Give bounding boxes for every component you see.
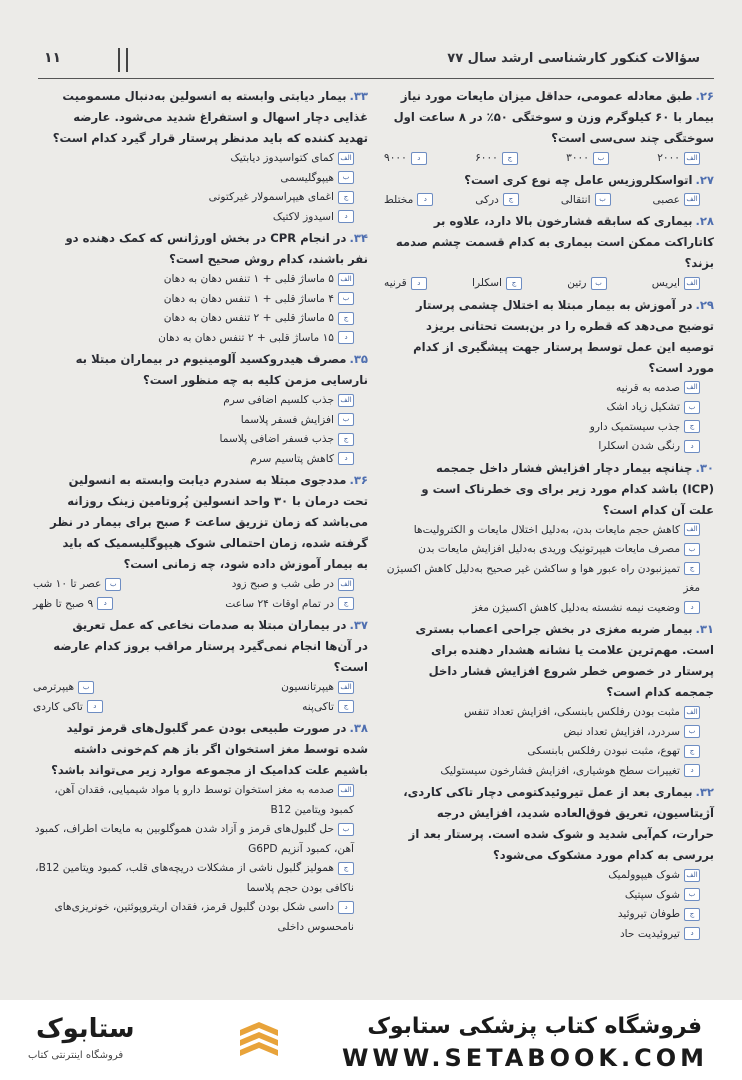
options-row bbox=[384, 149, 700, 169]
answer-option[interactable] bbox=[384, 599, 700, 619]
answer-option[interactable] bbox=[33, 411, 354, 431]
question-line bbox=[33, 128, 368, 149]
options-row bbox=[384, 191, 700, 211]
question-text: مددجوی مبتلا به سندرم دیابت وابسته به انسولین bbox=[68, 473, 347, 487]
option-marker: ج bbox=[338, 312, 354, 325]
option-marker: الف bbox=[684, 277, 700, 290]
option-marker: ج bbox=[684, 908, 700, 921]
answer-option[interactable] bbox=[657, 149, 700, 169]
question-number: ۳۳. bbox=[349, 89, 368, 103]
answer-option[interactable] bbox=[384, 437, 700, 457]
answer-option[interactable] bbox=[384, 418, 700, 438]
question-line bbox=[384, 845, 714, 866]
option-text: ایریس bbox=[651, 277, 680, 289]
question-line bbox=[33, 739, 368, 760]
option-text: در تمام اوقات ۲۴ ساعت bbox=[225, 597, 334, 610]
question-line bbox=[384, 500, 714, 521]
question-text: می‌باشد که زمان تزریق ساعت ۶ صبح برای بیمار در نظر bbox=[50, 515, 368, 529]
option-marker: ج bbox=[338, 597, 354, 610]
question-text: در بیماران مبتلا به صدمات نخاعی که عمل تعریق bbox=[72, 618, 347, 632]
question-line bbox=[33, 657, 368, 678]
question-text: طبق معادله عمومی، حداقل میزان مایعات مورد نیاز bbox=[400, 89, 693, 103]
option-text: شوک هیپوولمیک bbox=[608, 869, 680, 881]
question-text: مورد است؟ bbox=[648, 360, 714, 375]
left-column bbox=[33, 86, 368, 938]
answer-option[interactable] bbox=[384, 723, 700, 743]
question-line bbox=[33, 760, 368, 781]
option-text: افزایش فسفر پلاسما bbox=[240, 413, 334, 426]
question-text: به بیمار آموزش داده شود، چه زمانی است؟ bbox=[123, 557, 368, 571]
options-list bbox=[384, 379, 714, 457]
question-line bbox=[33, 86, 368, 107]
option-marker: د bbox=[684, 927, 700, 940]
question-block bbox=[384, 170, 714, 211]
question-block bbox=[33, 349, 368, 469]
answer-option[interactable] bbox=[384, 925, 700, 945]
option-text: ۹ صبح تا ظهر bbox=[33, 597, 94, 610]
question-block bbox=[384, 619, 714, 781]
answer-option[interactable] bbox=[384, 521, 700, 541]
answer-option[interactable] bbox=[33, 290, 354, 310]
answer-option[interactable] bbox=[33, 329, 354, 349]
option-text: مختلط bbox=[384, 193, 414, 206]
answer-option[interactable] bbox=[33, 859, 354, 898]
question-number: ۳۷. bbox=[349, 618, 368, 632]
option-text: کاهش پتاسیم سرم bbox=[250, 452, 334, 465]
question-block bbox=[33, 86, 368, 227]
option-text: رنگی شدن اسکلرا bbox=[598, 440, 680, 452]
option-marker: د bbox=[411, 277, 427, 290]
answer-option[interactable] bbox=[652, 191, 700, 211]
question-line bbox=[33, 491, 368, 512]
option-marker: ب bbox=[595, 193, 611, 206]
answer-option[interactable] bbox=[33, 820, 354, 859]
answer-option[interactable] bbox=[475, 149, 518, 169]
option-text: مصرف مایعات هیپرتونیک وریدی به‌دلیل افزایش مایعات بدن bbox=[418, 543, 680, 555]
question-line bbox=[384, 232, 714, 253]
question-text: توضیح می‌دهد که قطره را در بن‌بست تحتانی بریزد bbox=[426, 318, 714, 333]
options-list bbox=[384, 191, 714, 211]
question-number: ۳۲. bbox=[695, 785, 714, 799]
question-text: نارسایی مزمن کلیه به چه منظور است؟ bbox=[143, 373, 368, 387]
options-row bbox=[33, 575, 354, 595]
answer-option[interactable] bbox=[33, 270, 354, 290]
option-marker: ج bbox=[684, 745, 700, 758]
option-text: حل گلبول‌های قرمز و آزاد شدن هموگلوبین به مایعات اطراف، کمبود آهن، کمبود آنزیم G6PD bbox=[34, 823, 354, 855]
options-row bbox=[384, 274, 700, 294]
option-text: قرنیه bbox=[384, 277, 407, 289]
question-text: در آموزش به بیمار مبتلا به اختلال چشمی پرستار bbox=[416, 297, 693, 312]
options-list bbox=[33, 149, 368, 227]
option-text: صدمه به قرنیه bbox=[615, 381, 680, 394]
answer-option[interactable] bbox=[33, 898, 354, 937]
option-marker: الف bbox=[684, 152, 700, 165]
options-list bbox=[384, 521, 714, 619]
option-marker: الف bbox=[338, 152, 354, 165]
header-rule bbox=[38, 78, 714, 79]
option-text: جذب سیستمیک دارو bbox=[589, 420, 680, 433]
option-marker: د bbox=[417, 193, 433, 206]
question-number: ۲۶. bbox=[695, 89, 714, 103]
answer-option[interactable] bbox=[33, 595, 113, 615]
question-text: بیماری بعد از عمل تیروئیدکتومی دچار تاکی کاردی، bbox=[403, 785, 693, 799]
option-text: عصر تا ۱۰ شب bbox=[33, 578, 102, 590]
answer-option[interactable] bbox=[281, 678, 354, 698]
option-marker: د bbox=[87, 700, 103, 713]
answer-option[interactable] bbox=[33, 698, 103, 718]
options-list bbox=[33, 781, 368, 937]
option-text: جذب کلسیم اضافی سرم bbox=[223, 394, 334, 406]
question-text: باشیم علت کدامیک از مجموعه موارد زیر می‌تواند باشد؟ bbox=[51, 763, 368, 777]
question-line bbox=[33, 107, 368, 128]
question-line bbox=[384, 479, 714, 500]
option-marker: د bbox=[338, 210, 354, 223]
question-line bbox=[384, 458, 714, 479]
option-text: کاهش حجم مایعات بدن، به‌دلیل اختلال مایعات و الکترولیت‌ها bbox=[413, 523, 680, 536]
option-marker: د bbox=[684, 601, 700, 614]
question-block bbox=[384, 782, 714, 944]
option-text: در طی شب و صبح زود bbox=[231, 578, 334, 590]
question-line bbox=[384, 803, 714, 824]
question-line bbox=[384, 211, 714, 232]
option-text: شوک سپتیک bbox=[624, 888, 680, 901]
answer-option[interactable] bbox=[384, 905, 700, 925]
question-text: تهدید کننده که باید مدنظر پرستار قرار گیرد کدام است؟ bbox=[52, 131, 368, 145]
answer-option[interactable] bbox=[384, 540, 700, 560]
answer-option[interactable] bbox=[384, 703, 700, 723]
question-text: سوختگی چند سی‌سی است؟ bbox=[551, 131, 714, 145]
question-line bbox=[384, 661, 714, 682]
option-text: ۲۰۰۰ bbox=[657, 152, 680, 164]
option-marker: د bbox=[411, 152, 427, 165]
question-line bbox=[384, 824, 714, 845]
option-marker: ب bbox=[593, 152, 609, 165]
question-text: بیمار ضربه مغزی در بخش جراحی اعصاب بستری bbox=[415, 622, 693, 636]
answer-option[interactable] bbox=[384, 762, 700, 782]
answer-option[interactable] bbox=[33, 450, 354, 470]
question-text: در آن‌ها انجام نمی‌گیرد پرستار مراقب بروز کدام عارضه bbox=[53, 639, 368, 653]
option-marker: الف bbox=[338, 784, 354, 797]
options-list bbox=[33, 270, 368, 348]
question-text: بیمار دیابتی وابسته به انسولین به‌دنبال مسمومیت bbox=[62, 89, 347, 103]
question-text: کاتاراکت ممکن است بیماری به کدام قسمت چشم صدمه bbox=[395, 235, 714, 249]
option-marker: ج bbox=[502, 152, 518, 165]
options-row bbox=[33, 678, 354, 698]
option-text: تاکی‌پنه bbox=[302, 700, 334, 713]
option-text: هیپرتانسیون bbox=[281, 681, 334, 693]
option-marker: ب bbox=[338, 171, 354, 184]
answer-option[interactable] bbox=[561, 191, 611, 211]
answer-option[interactable] bbox=[302, 698, 354, 718]
logo-tagline: فروشگاه اینترنتی کتاب bbox=[28, 1050, 124, 1061]
question-text: (ICP) باشد کدام مورد زیر برای وی خطرناک است و bbox=[421, 481, 714, 496]
options-list bbox=[33, 391, 368, 469]
option-marker: ب bbox=[78, 681, 94, 694]
option-text: مثبت بودن رفلکس بابنسکی، افزایش تعداد تنفس bbox=[463, 706, 680, 718]
option-marker: ب bbox=[684, 401, 700, 414]
store-name: فروشگاه کتاب پزشکی ستابوک bbox=[367, 1014, 702, 1039]
question-line bbox=[384, 128, 714, 149]
question-block bbox=[384, 86, 714, 169]
question-text: جمجمه کدام است؟ bbox=[606, 685, 714, 699]
option-marker: الف bbox=[684, 706, 700, 719]
answer-option[interactable] bbox=[384, 149, 427, 169]
question-text: تحت درمان با ۳۰ واحد انسولین پُروتامین زینک روزانه bbox=[67, 494, 368, 508]
option-text: طوفان تیروئید bbox=[617, 908, 680, 920]
question-line bbox=[384, 316, 714, 337]
options-list bbox=[33, 575, 368, 614]
options-list bbox=[384, 703, 714, 781]
question-text: شده توسط مغز استخوان اگر باز هم کم‌خونی داشته bbox=[73, 742, 368, 756]
option-marker: الف bbox=[338, 578, 354, 591]
option-marker: د bbox=[684, 764, 700, 777]
option-text: ۵ ماساژ قلبی + ۲ تنفس دهان به دهان bbox=[163, 312, 334, 324]
question-text: است. مهم‌ترین علامت یا نشانه هشدار دهنده برای bbox=[431, 643, 714, 657]
answer-option[interactable] bbox=[384, 398, 700, 418]
option-marker: ب bbox=[591, 277, 607, 290]
option-marker: ب bbox=[684, 888, 700, 901]
option-text: سردرد، افزایش تعداد نبض bbox=[563, 725, 680, 738]
option-marker: ج bbox=[338, 700, 354, 713]
option-marker: د bbox=[97, 597, 113, 610]
question-number: ۲۸. bbox=[695, 214, 714, 228]
question-line bbox=[384, 682, 714, 703]
answer-option[interactable] bbox=[225, 595, 354, 615]
question-line bbox=[384, 619, 714, 640]
option-text: تغییرات سطح هوشیاری، افزایش فشارخون سیستولیک bbox=[440, 764, 680, 777]
page-title: سؤالات کنکور کارشناسی ارشد سال ۷۷ bbox=[447, 51, 700, 66]
answer-option[interactable] bbox=[384, 191, 433, 211]
option-text: وضعیت نیمه نشسته به‌دلیل کاهش اکسیژن مغز bbox=[472, 601, 680, 614]
answer-option[interactable] bbox=[33, 781, 354, 820]
answer-option[interactable] bbox=[384, 379, 700, 399]
option-text: ۳۰۰۰ bbox=[566, 152, 589, 164]
option-text: اسیدوز لاکتیک bbox=[272, 210, 334, 223]
question-line bbox=[33, 718, 368, 739]
option-text: تمیزنبودن راه عبور هوا و ساکشن غیر صحیح به‌دلیل کاهش اکسیژن مغز bbox=[386, 562, 700, 594]
question-number: ۳۴. bbox=[349, 231, 368, 245]
question-number: ۳۶. bbox=[349, 473, 368, 487]
option-text: انتقالی bbox=[560, 193, 591, 206]
answer-option[interactable] bbox=[384, 866, 700, 886]
question-text: بیمار با ۶۰ کیلوگرم وزن و سوختگی ۵۰٪ در ۸ ساعت اول bbox=[393, 110, 714, 124]
answer-option[interactable] bbox=[33, 149, 354, 169]
question-number: ۲۹. bbox=[695, 297, 714, 312]
answer-option[interactable] bbox=[384, 560, 700, 599]
answer-option[interactable] bbox=[33, 309, 354, 329]
question-line bbox=[384, 295, 714, 316]
store-banner bbox=[0, 1000, 742, 1080]
answer-option[interactable] bbox=[33, 391, 354, 411]
right-column bbox=[384, 86, 714, 945]
question-block bbox=[33, 615, 368, 717]
answer-option[interactable] bbox=[33, 169, 354, 189]
answer-option[interactable] bbox=[33, 678, 94, 698]
question-text: توصیه این عمل توسط پرستار جهت پیشگیری از کدام bbox=[413, 339, 714, 354]
question-line bbox=[33, 512, 368, 533]
question-text: در انجام CPR در بخش اورژانس که کمک دهنده دو bbox=[65, 231, 347, 245]
option-text: ۴ ماساژ قلبی + ۱ تنفس دهان به دهان bbox=[163, 292, 334, 305]
question-text: آژیتاسیون، تعریق فوق‌العاده شدید، افزایش درجه bbox=[436, 806, 714, 820]
option-marker: الف bbox=[338, 681, 354, 694]
option-marker: ب bbox=[338, 292, 354, 305]
answer-option[interactable] bbox=[33, 188, 354, 208]
option-text: تاکی کاردی bbox=[33, 700, 83, 713]
option-marker: د bbox=[338, 901, 354, 914]
option-marker: د bbox=[338, 331, 354, 344]
option-marker: ج bbox=[338, 191, 354, 204]
question-number: ۳۸. bbox=[349, 721, 368, 735]
question-line bbox=[384, 170, 714, 191]
option-marker: ب bbox=[338, 823, 354, 836]
options-list bbox=[384, 274, 714, 294]
option-text: درکی bbox=[475, 193, 499, 206]
question-text: بزند؟ bbox=[684, 256, 714, 270]
question-text: پرستار در خصوص خطر شروع افزایش فشار داخل bbox=[428, 664, 714, 678]
answer-option[interactable] bbox=[652, 274, 700, 294]
option-marker: ب bbox=[105, 578, 121, 591]
answer-option[interactable] bbox=[384, 742, 700, 762]
option-marker: ب bbox=[684, 543, 700, 556]
option-text: تشکیل زیاد اشک bbox=[606, 401, 680, 413]
question-text: بررسی به کدام مورد مشکوک می‌شود؟ bbox=[492, 848, 714, 862]
question-line bbox=[33, 370, 368, 391]
question-line bbox=[33, 554, 368, 575]
question-line bbox=[384, 337, 714, 358]
question-line bbox=[33, 249, 368, 270]
book-logo-icon bbox=[236, 1020, 282, 1064]
option-text: تیروئیدیت حاد bbox=[619, 927, 680, 940]
option-marker: ج bbox=[503, 193, 519, 206]
option-marker: ب bbox=[338, 413, 354, 426]
question-text: است؟ bbox=[333, 660, 368, 674]
option-text: ۹۰۰۰ bbox=[384, 152, 407, 164]
question-line bbox=[384, 782, 714, 803]
options-list bbox=[384, 866, 714, 944]
question-text: چنانچه بیمار دچار افزایش فشار داخل جمجمه bbox=[435, 460, 693, 475]
option-text: جذب فسفر اضافی پلاسما bbox=[219, 433, 334, 445]
question-number: ۲۷. bbox=[695, 172, 714, 187]
question-text: حرارت، کم‌آبی شدید و شوک شده است. پرستار بعد از bbox=[408, 827, 714, 841]
option-text: تهوع، مثبت نبودن رفلکس بابنسکی bbox=[527, 745, 680, 757]
question-text: در صورت طبیعی بودن عمر گلبول‌های قرمز تولید bbox=[66, 721, 347, 735]
option-marker: الف bbox=[684, 381, 700, 394]
question-line bbox=[33, 533, 368, 554]
option-text: رتین bbox=[567, 277, 587, 289]
question-block bbox=[384, 211, 714, 294]
options-row bbox=[33, 595, 354, 615]
logo-text: ستابوک bbox=[36, 1014, 135, 1044]
option-text: هیپرترمی bbox=[33, 681, 75, 693]
question-line bbox=[33, 636, 368, 657]
question-text: غذایی دچار اسهال و استفراغ شدید می‌شود. عارضه bbox=[73, 110, 368, 124]
question-block bbox=[33, 228, 368, 348]
option-text: ۶۰۰۰ bbox=[475, 152, 498, 164]
answer-option[interactable] bbox=[384, 886, 700, 906]
option-text: هیپوگلیسمی bbox=[280, 171, 334, 184]
answer-option[interactable] bbox=[472, 274, 522, 294]
option-marker: الف bbox=[338, 394, 354, 407]
store-url[interactable]: WWW.SETABOOK.COM bbox=[341, 1044, 708, 1072]
question-text: گرفته شده، زمان احتمالی شوک هیپوگلیسمیک که باید bbox=[62, 536, 368, 550]
option-marker: الف bbox=[684, 193, 700, 206]
answer-option[interactable] bbox=[33, 575, 121, 595]
option-text: ۵ ماساژ قلبی + ۱ تنفس دهان به دهان bbox=[163, 273, 334, 285]
question-block bbox=[384, 295, 714, 457]
answer-option[interactable] bbox=[232, 575, 354, 595]
option-marker: الف bbox=[684, 523, 700, 536]
question-text: بیماری که سابقه فشارخون بالا دارد، علاوه بر bbox=[433, 214, 693, 228]
question-block bbox=[384, 458, 714, 619]
option-marker: د bbox=[684, 440, 700, 453]
option-text: داسی شکل بودن گلبول قرمز، فقدان اریتروپوئتین، خونریزی‌های نامحسوس داخلی bbox=[54, 901, 354, 933]
option-marker: ج bbox=[338, 433, 354, 446]
question-line bbox=[384, 358, 714, 379]
question-line bbox=[384, 107, 714, 128]
option-text: اغمای هیپراسمولار غیرکتونی bbox=[208, 191, 334, 203]
page-number: ۱۱ bbox=[44, 50, 62, 66]
answer-option[interactable] bbox=[475, 191, 519, 211]
header-separator bbox=[118, 48, 128, 72]
option-text: اسکلرا bbox=[472, 277, 502, 289]
question-text: مصرف هیدروکسید آلومینیوم در بیماران مبتلا به bbox=[75, 352, 347, 366]
option-text: صدمه به مغز استخوان توسط دارو یا مواد شیمیایی، فقدان آهن، کمبود ویتامین B12 bbox=[54, 784, 354, 816]
question-line bbox=[384, 640, 714, 661]
option-marker: الف bbox=[338, 273, 354, 286]
question-line bbox=[33, 470, 368, 491]
question-text: نفر باشند، کدام روش صحیح است؟ bbox=[169, 252, 368, 266]
answer-option[interactable] bbox=[33, 208, 354, 228]
option-text: کمای کتواسیدوز دیابتیک bbox=[230, 152, 334, 164]
option-text: ۱۵ ماساژ قلبی + ۲ تنفس دهان به دهان bbox=[158, 331, 334, 344]
answer-option[interactable] bbox=[566, 149, 609, 169]
option-text: عصبی bbox=[652, 193, 680, 206]
question-line bbox=[384, 253, 714, 274]
option-marker: د bbox=[338, 452, 354, 465]
page-header bbox=[24, 48, 714, 74]
answer-option[interactable] bbox=[384, 274, 427, 294]
options-list bbox=[384, 149, 714, 169]
question-number: ۳۵. bbox=[349, 352, 368, 366]
option-text: همولیز گلبول ناشی از مشکلات دریچه‌های قلب، کمبود ویتامین B12، ناکافی بودن حجم پلاسما bbox=[35, 862, 354, 894]
question-block bbox=[33, 470, 368, 614]
question-text: علت آن کدام است؟ bbox=[602, 502, 714, 517]
options-list bbox=[33, 678, 368, 717]
option-marker: ج bbox=[684, 420, 700, 433]
question-number: ۳۰. bbox=[695, 460, 714, 475]
option-marker: ج bbox=[506, 277, 522, 290]
question-line bbox=[33, 615, 368, 636]
question-line bbox=[384, 86, 714, 107]
question-text: اتواسکلروزیس عامل چه نوع کری است؟ bbox=[464, 172, 693, 187]
option-marker: ب bbox=[684, 725, 700, 738]
question-number: ۳۱. bbox=[695, 622, 714, 636]
answer-option[interactable] bbox=[567, 274, 606, 294]
option-marker: ج bbox=[338, 862, 354, 875]
question-block bbox=[33, 718, 368, 937]
answer-option[interactable] bbox=[33, 430, 354, 450]
question-line bbox=[33, 349, 368, 370]
option-marker: الف bbox=[684, 869, 700, 882]
question-line bbox=[33, 228, 368, 249]
option-marker: ج bbox=[684, 562, 700, 575]
options-row bbox=[33, 698, 354, 718]
